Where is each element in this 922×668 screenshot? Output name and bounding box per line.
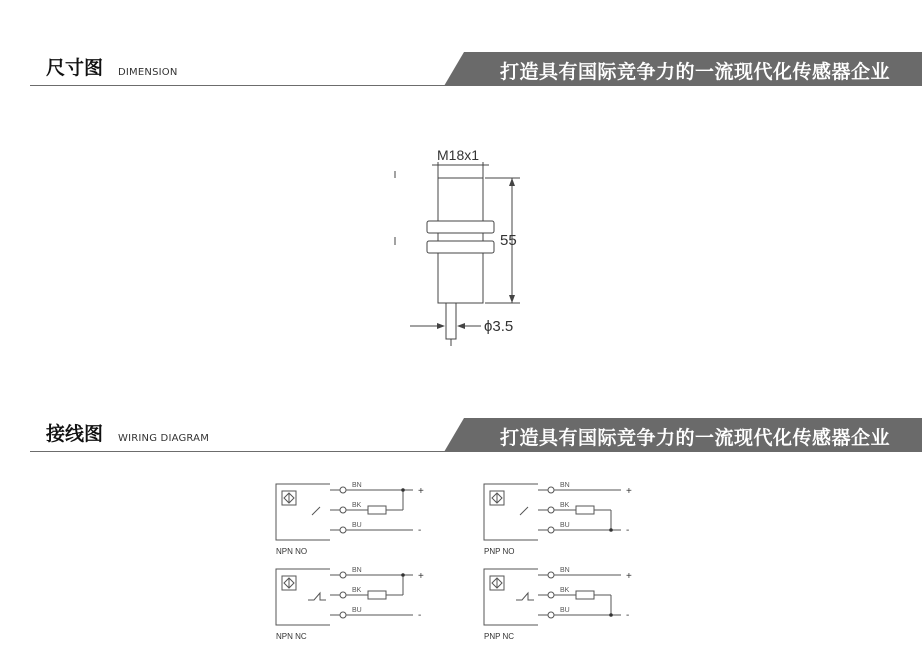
plus-label: + (418, 486, 424, 497)
terminal-icon (340, 527, 346, 533)
sensor-symbol-icon (490, 491, 504, 505)
terminal-icon (548, 572, 554, 578)
terminal-icon (340, 487, 346, 493)
arrow-cable-right (457, 323, 465, 329)
no-switch-icon (312, 507, 320, 515)
nut-upper (427, 221, 494, 233)
load-resistor-icon (576, 591, 594, 599)
wiring-diagram-pnp-no (484, 482, 632, 556)
sensor-box (484, 569, 538, 625)
sensor-symbol-icon (282, 491, 296, 505)
diagram-caption: PNP NO (484, 547, 515, 556)
plus-label: + (626, 571, 632, 582)
cable-diameter-label: ϕ3.5 (484, 318, 514, 335)
wiring-title-cn: 接线图 (46, 423, 104, 445)
nut-lower (427, 241, 494, 253)
dimension-title-cn: 尺寸图 (46, 57, 104, 79)
diagram-caption: NPN NO (276, 547, 308, 556)
slogan-text: 打造具有国际竞争力的一流现代化传感器企业 (499, 427, 890, 449)
minus-label: - (626, 525, 630, 536)
terminal-icon (548, 507, 554, 513)
wiring-header (0, 418, 922, 452)
wire-label-bn: BN (352, 567, 362, 574)
no-switch-icon (520, 507, 528, 515)
wire-label-bk: BK (560, 502, 570, 509)
plus-label: + (626, 486, 632, 497)
arrow-top (509, 178, 515, 186)
sensor-cable (446, 303, 456, 339)
terminal-icon (548, 592, 554, 598)
wire-label-bn: BN (560, 482, 570, 489)
wire-label-bn: BN (560, 567, 570, 574)
terminal-icon (340, 612, 346, 618)
terminal-icon (340, 572, 346, 578)
load-resistor-icon (368, 591, 386, 599)
minus-label: - (418, 525, 422, 536)
load-resistor-icon (576, 506, 594, 514)
wiring-title-en: WIRING DIAGRAM (118, 433, 210, 444)
sensor-symbol-icon (282, 576, 296, 590)
sensor-diamond-icon (284, 493, 294, 503)
diagram-caption: PNP NC (484, 632, 515, 641)
sensor-diamond-icon (284, 578, 294, 588)
diagram-caption: NPN NC (276, 632, 307, 641)
junction-dot (609, 528, 613, 532)
junction-dot (401, 488, 405, 492)
sensor-diamond-icon (492, 578, 502, 588)
wire-label-bk: BK (560, 587, 570, 594)
wiring-diagram-pnp-nc (484, 567, 632, 641)
wire-label-bu: BU (560, 522, 570, 529)
wire-label-bu: BU (352, 607, 362, 614)
minus-label: - (418, 610, 422, 621)
terminal-icon (548, 487, 554, 493)
junction-dot (401, 573, 405, 577)
dimension-header (0, 52, 922, 86)
terminal-icon (548, 527, 554, 533)
terminal-icon (548, 612, 554, 618)
nc-switch-icon (516, 593, 534, 600)
arrow-cable-left (437, 323, 445, 329)
junction-dot (609, 613, 613, 617)
wire-label-bk: BK (352, 502, 362, 509)
thread-label: M18x1 (437, 147, 480, 163)
nc-switch-icon (308, 593, 326, 600)
wiring-diagram-npn-nc (276, 567, 424, 641)
slogan-text: 打造具有国际竞争力的一流现代化传感器企业 (499, 61, 890, 83)
wiring-diagram-npn-no (276, 482, 424, 556)
sensor-box (276, 484, 330, 540)
plus-label: + (418, 571, 424, 582)
dimension-title-en: DIMENSION (118, 67, 178, 78)
length-label: 55 (500, 232, 517, 249)
sensor-symbol-icon (490, 576, 504, 590)
wire-label-bu: BU (560, 607, 570, 614)
sensor-diamond-icon (492, 493, 502, 503)
terminal-icon (340, 507, 346, 513)
terminal-icon (340, 592, 346, 598)
sensor-body (438, 178, 483, 303)
sensor-box (276, 569, 330, 625)
wire-label-bn: BN (352, 482, 362, 489)
wire-label-bu: BU (352, 522, 362, 529)
arrow-bottom (509, 295, 515, 303)
sensor-box (484, 484, 538, 540)
wire-label-bk: BK (352, 587, 362, 594)
load-resistor-icon (368, 506, 386, 514)
minus-label: - (626, 610, 630, 621)
